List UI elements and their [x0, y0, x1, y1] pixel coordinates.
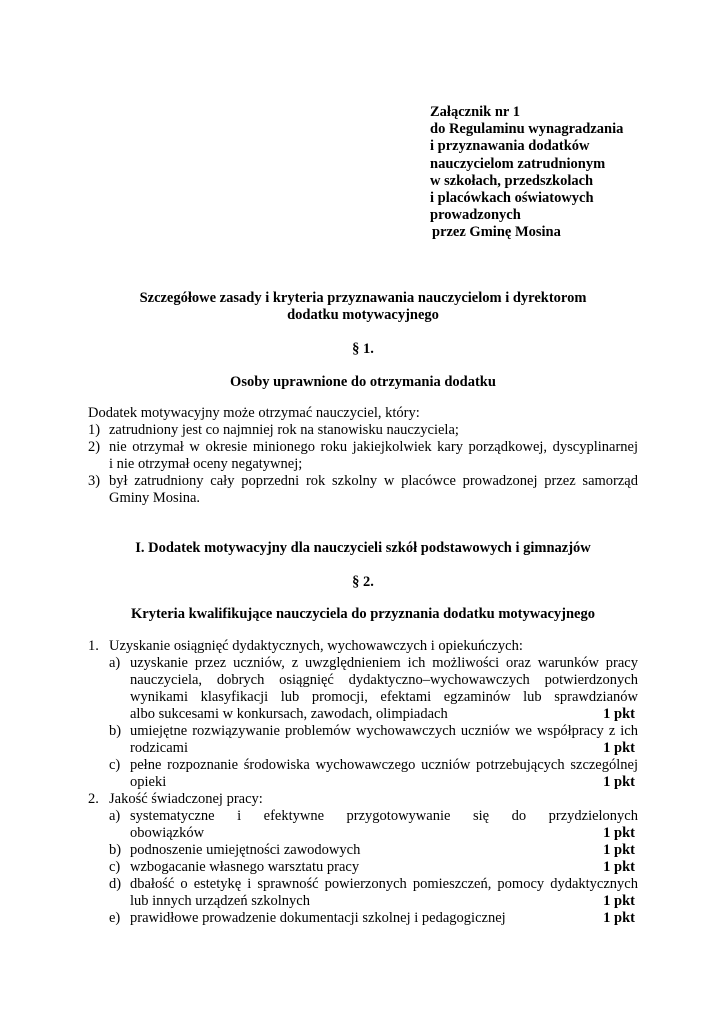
list-item: 1) zatrudniony jest co najmniej rok na stanowisku nauczyciela; [88, 422, 459, 438]
points-value: 1 pkt [603, 706, 635, 722]
attachment-line: do Regulaminu wynagradzania [430, 121, 624, 138]
conditions-section [88, 405, 638, 507]
list-item-continued: Gminy Mosina. [109, 490, 201, 506]
item-number: 2) [88, 439, 101, 455]
sub-item: b) umiejętne rozwiązywanie problemów wychowawczych uczniów we współpracy z ich [109, 723, 638, 739]
attachment-header [430, 104, 623, 242]
list-item: 3) był zatrudniony cały poprzedni rok szkolny w placówce prowadzonej przez samorząd [88, 473, 638, 489]
attachment-line: i placówkach oświatowych [430, 189, 594, 206]
attachment-line: przez Gminę Mosina [432, 224, 561, 241]
points-value: 1 pkt [603, 859, 635, 875]
list-item: 2) nie otrzymał w okresie minionego roku jakiejkolwiek kary porządkowej, dyscyplinarnej [88, 439, 638, 455]
attachment-line: Załącznik nr 1 [430, 104, 520, 120]
list-item-continued: i nie otrzymał oceny negatywnej; [109, 456, 303, 472]
sub-item: c) wzbogacanie własnego warsztatu pracy 1 pkt [109, 859, 635, 875]
item-number: 1) [88, 422, 101, 438]
sub-item-continued: obowiązków 1 pkt [130, 825, 635, 841]
attachment-line: i przyznawania dodatków [430, 138, 590, 155]
sub-item: b) podnoszenie umiejętności zawodowych 1 pkt [109, 842, 635, 858]
points-value: 1 pkt [603, 842, 635, 858]
points-value: 1 pkt [603, 740, 635, 756]
points-value: 1 pkt [603, 910, 635, 926]
sub-item-continued: albo sukcesami w konkursach, zawodach, olimpiadach 1 pkt [130, 706, 635, 722]
sub-item: e) prawidłowe prowadzenie dokumentacji szkolnej i pedagogicznej 1 pkt [109, 910, 635, 926]
points-value: 1 pkt [603, 825, 635, 841]
sub-item: a) uzyskanie przez uczniów, z uwzględnieniem ich możliwości oraz warunków pracy [109, 655, 638, 671]
paragraph-mark: § 1. [352, 341, 374, 357]
item-number: 3) [88, 473, 101, 489]
paragraph-heading: Kryteria kwalifikujące nauczyciela do przyznania dodatku motywacyjnego [131, 606, 595, 622]
sub-item: c) pełne rozpoznanie środowiska wychowawczego uczniów potrzebujących szczególnej [109, 757, 638, 773]
paragraph-heading: Osoby uprawnione do otrzymania dodatku [230, 374, 496, 390]
document-title: dodatku motywacyjnego [287, 307, 439, 323]
intro-text: Dodatek motywacyjny może otrzymać nauczyciel, który: [88, 405, 420, 421]
sub-item-continued: lub innych urządzeń szkolnych 1 pkt [130, 893, 635, 909]
attachment-line: prowadzonych [430, 207, 521, 224]
document-title: Szczegółowe zasady i kryteria przyznawania nauczycielom i dyrektorom [139, 290, 587, 306]
points-value: 1 pkt [603, 774, 635, 790]
criterion: 2. Jakość świadczonej pracy: [88, 791, 263, 807]
criterion-number: 1. [88, 638, 99, 654]
attachment-line: nauczycielom zatrudnionym [430, 155, 606, 172]
sub-item-continued: wynikami klasyfikacji lub promocji, efektami egzaminów lub sprawdzianów [130, 689, 638, 705]
section-heading: I. Dodatek motywacyjny dla nauczycieli szkół podstawowych i gimnazjów [135, 540, 591, 556]
attachment-line: w szkołach, przedszkolach [430, 172, 594, 189]
paragraph-mark: § 2. [352, 574, 374, 590]
sub-item-continued: opieki 1 pkt [130, 774, 635, 790]
sub-item: a) systematyczne i efektywne przygotowywanie się do przydzielonych [109, 808, 638, 824]
sub-item-continued: rodzicami 1 pkt [130, 740, 635, 756]
criteria-section [88, 638, 638, 927]
criterion-number: 2. [88, 791, 99, 807]
sub-item: d) dbałość o estetykę i sprawność powierzonych pomieszczeń, pomocy dydaktycznych [109, 876, 638, 892]
sub-item-continued: nauczyciela, dobrych osiągnięć dydaktyczno–wychowawczych potwierdzonych [130, 672, 638, 688]
criterion: 1. Uzyskanie osiągnięć dydaktycznych, wychowawczych i opiekuńczych: [88, 638, 523, 654]
points-value: 1 pkt [603, 893, 635, 909]
